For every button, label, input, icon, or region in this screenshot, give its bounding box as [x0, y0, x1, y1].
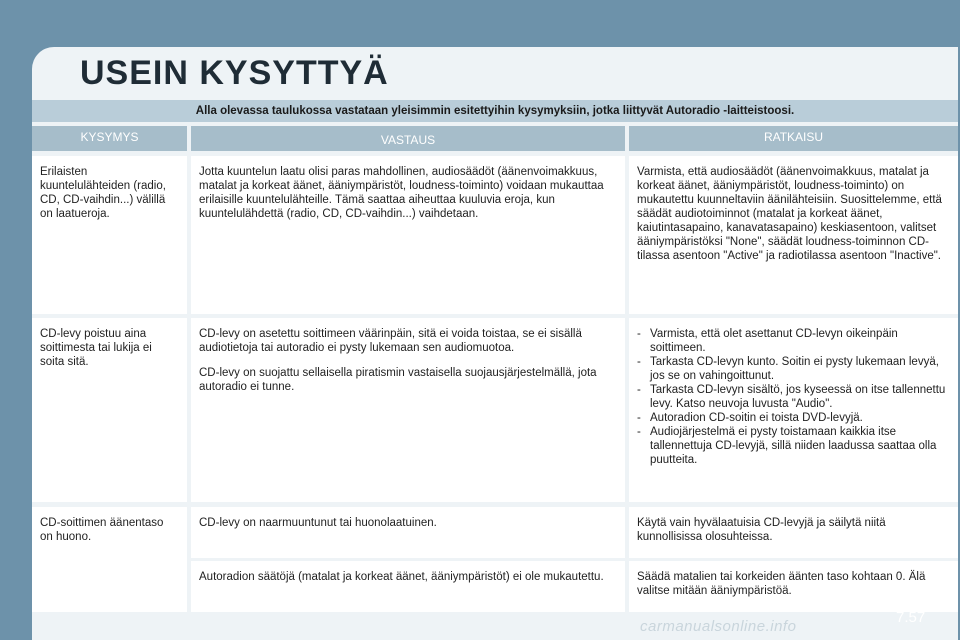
row2-answer — [191, 318, 625, 502]
row3-answer-b-text: Autoradion säätöjä (matalat ja korkeat äänet, ääniympäristöt) ei ole mukautettu. — [199, 571, 604, 583]
header-question — [32, 126, 187, 151]
list-item: - Autoradion CD-soitin ei toista DVD-levyjä. — [637, 411, 950, 425]
header-question-label: KYSYMYS — [80, 130, 139, 144]
row1-question — [32, 156, 187, 314]
row1-answer — [191, 156, 625, 314]
page-title: USEIN KYSYTTYÄ — [80, 54, 389, 92]
row2-answer-p1: CD-levy on asetettu soittimeen väärinpäin, sitä ei voida toistaa, se ei sisällä audiotietoja tai autoradio ei pysty lukemaan sen audiomuotoa. — [199, 328, 582, 354]
row3-solution-b — [629, 561, 958, 612]
row1-answer-text: Jotta kuuntelun laatu olisi paras mahdollinen, audiosäädöt (äänenvoimakkuus, matalat ja korkeat äänet, ääniympäristöt, loudness-toiminto) voidaan mukauttaa erilaisille kuuntelulähteille. Tämä saattaa aiheuttaa kuuluvia eroja, kun kuuntelulähdettä (radio, CD, CD-vaihdin...) vaihdetaan. — [199, 166, 604, 220]
row3-solution-a — [629, 507, 958, 558]
row3-question — [32, 507, 187, 612]
row3-answer-b — [191, 561, 625, 612]
list-item: - Varmista, että olet asettanut CD-levyn oikeinpäin soittimeen. — [637, 327, 950, 355]
intro-bar — [32, 100, 958, 122]
list-item: - Tarkasta CD-levyn kunto. Soitin ei pysty lukemaan levyä, jos se on vahingoittunut. — [637, 355, 950, 383]
header-solution — [629, 126, 958, 151]
row2-solution-list — [637, 327, 950, 467]
row3-answer-a-text: CD-levy on naarmuuntunut tai huonolaatuinen. — [199, 517, 437, 529]
header-answer-label: VASTAUS — [380, 133, 436, 147]
row3-solution-b-text: Säädä matalien tai korkeiden äänten taso kohtaan 0. Älä valitse mitään ääniympäristöä. — [637, 571, 926, 597]
row3-answer-a — [191, 507, 625, 558]
row2-question — [32, 318, 187, 502]
row2-solution — [629, 318, 958, 502]
row1-solution-text: Varmista, että audiosäädöt (äänenvoimakkuus, matalat ja korkeat äänet, ääniympäristöt, loudness-toiminto) on mukautettu kuunneltaviin äänilähteisiin. Suosittelemme, että säädät audiotoiminnot (matalat ja korkeat äänet, kaiutintasapaino, kanavatasapaino) keskiasentoon, valitset ääniympäristöksi "None", säädät loudness-toiminnon CD-tilassa asentoon "Active" ja radiotilassa asentoon "Inactive". — [637, 166, 942, 262]
header-solution-label: RATKAISU — [763, 130, 824, 144]
row1-question-text: Erilaisten kuuntelulähteiden (radio, CD, CD-vaihdin...) välillä on laatueroja. — [40, 166, 166, 220]
row1-solution — [629, 156, 958, 314]
watermark: carmanualsonline.info — [640, 618, 797, 635]
list-item: - Tarkasta CD-levyn sisältö, jos kyseessä on itse tallennettu levy. Katso neuvoja luvusta "Audio". — [637, 383, 950, 411]
row3-question-text: CD-soittimen äänentaso on huono. — [40, 517, 164, 543]
row2-question-text: CD-levy poistuu aina soittimesta tai lukija ei soita sitä. — [40, 328, 152, 368]
list-item: - Audiojärjestelmä ei pysty toistamaan kaikkia itse tallennettuja CD-levyjä, sillä niiden laadussa saattaa olla puutteita. — [637, 425, 950, 467]
header-answer — [191, 126, 625, 151]
page-number: 7.57 — [896, 609, 926, 626]
intro-text: Alla olevassa taulukossa vastataan yleisimmin esitettyihin kysymyksiin, jotka liittyvät Autoradio -laitteistoosi. — [195, 105, 795, 117]
row3-solution-a-text: Käytä vain hyvälaatuisia CD-levyjä ja säilytä niitä kunnollisissa olosuhteissa. — [637, 517, 886, 543]
row2-answer-p2: CD-levy on suojattu sellaisella piratismin vastaisella suojausjärjestelmällä, jota autoradio ei tunne. — [199, 367, 597, 393]
